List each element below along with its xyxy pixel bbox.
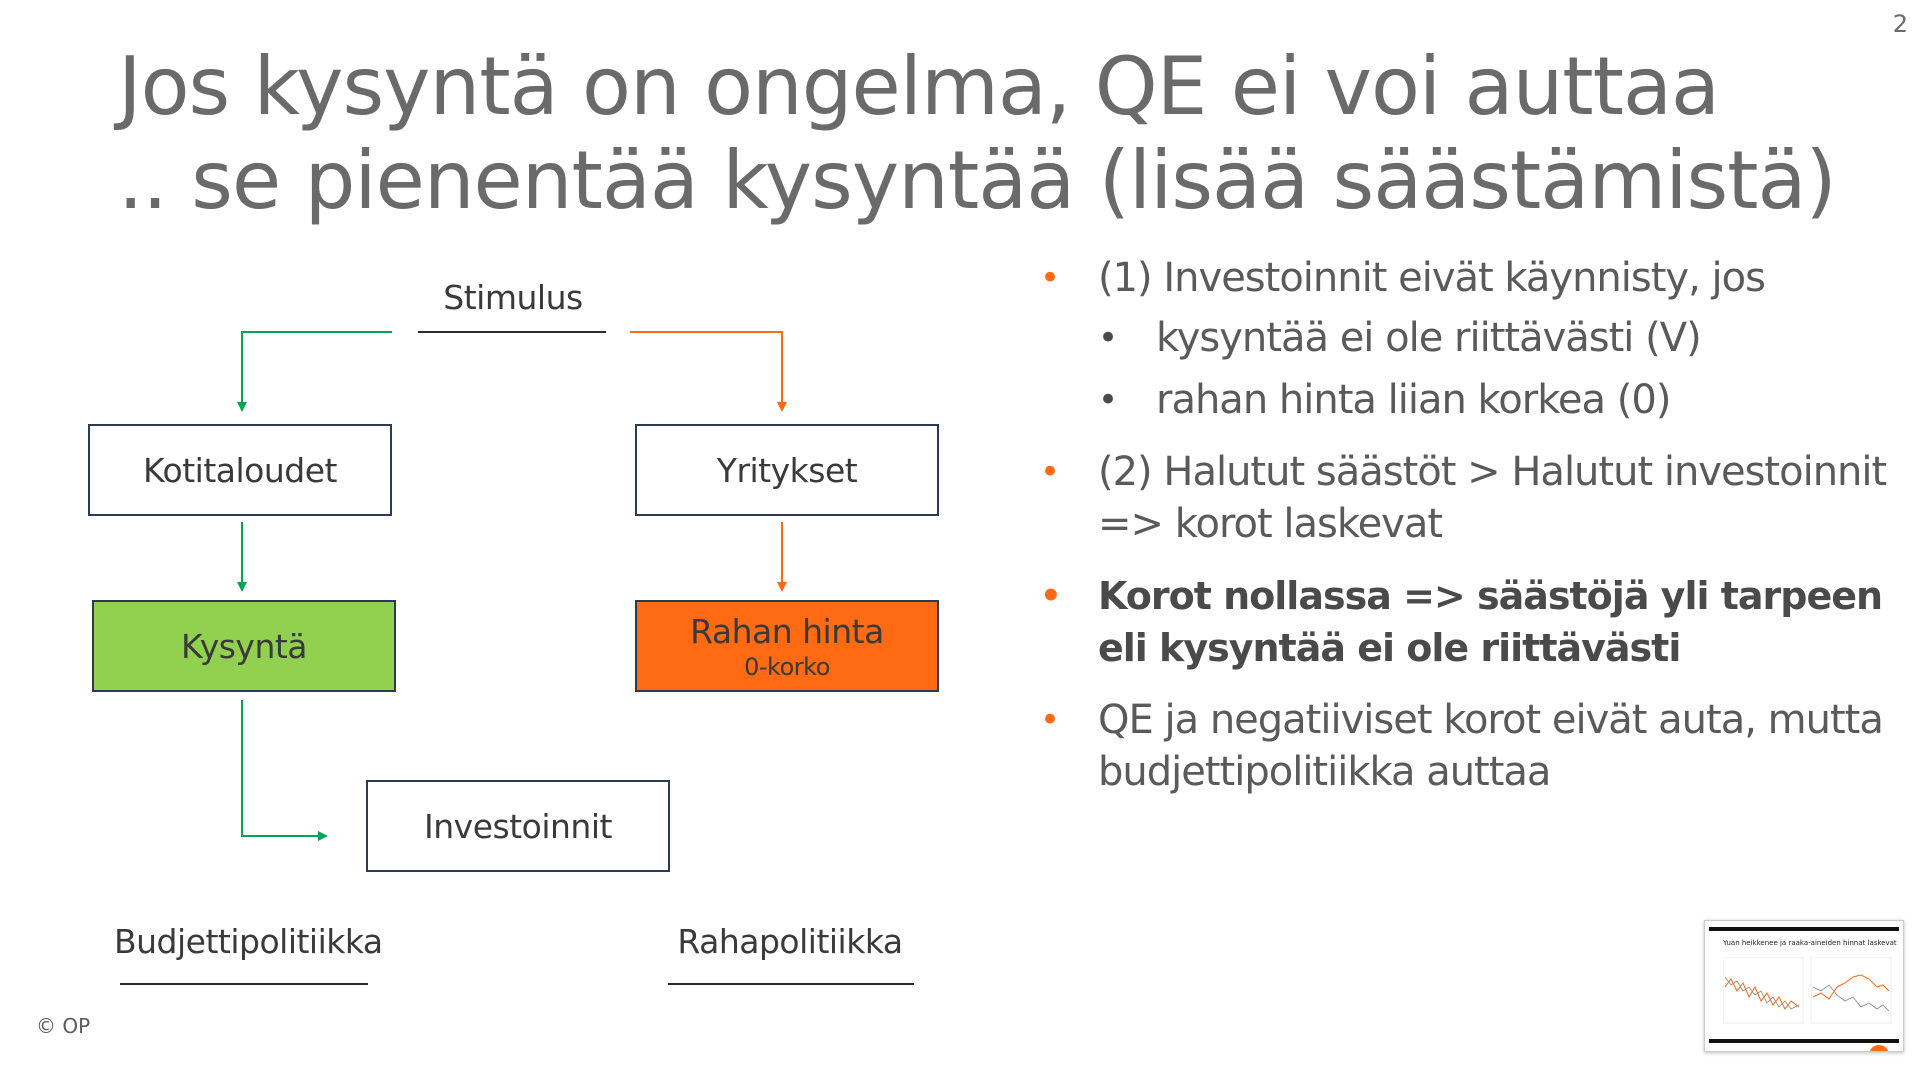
node-kysynta — [92, 600, 396, 692]
bullet-item-3 — [1040, 570, 1900, 674]
node-kysynta-label: Kysyntä — [180, 626, 308, 666]
thumbnail-title: Yuan heikkenee ja raaka-aineiden hinnat laskevat — [1723, 939, 1897, 947]
bullet-text: QE ja negatiiviset korot eivät auta, mutta budjettipolitiikka auttaa — [1098, 697, 1883, 795]
bullet-dot: • — [1040, 258, 1060, 298]
node-investoinnit-label: Investoinnit — [424, 806, 612, 846]
bullet-text: Korot nollassa => säästöjä yli tarpeen eli kysyntää ei ole riittävästi — [1098, 574, 1883, 670]
node-kotitaloudet — [88, 424, 392, 516]
thumbnail-bottom-bar — [1709, 1039, 1899, 1043]
sub-bullet-text: rahan hinta liian korkea (0) — [1156, 377, 1671, 423]
thumbnail-top-bar — [1709, 927, 1899, 931]
slide-title-line-1: Jos kysyntä on ongelma, QE ei voi auttaa — [118, 40, 1720, 133]
arrow-stimulus-to-yritykset — [630, 332, 782, 410]
node-rahan-hinta-sublabel: 0-korko — [744, 652, 830, 681]
bullet-item-1 — [1040, 252, 1900, 426]
rahapolitiikka-label: Rahapolitiikka — [677, 922, 903, 961]
arrow-stimulus-to-kotitaloudet — [242, 332, 392, 410]
node-rahan-hinta — [635, 600, 939, 692]
budjettipolitiikka-label: Budjettipolitiikka — [114, 922, 383, 961]
node-yritykset-label: Yritykset — [716, 450, 858, 490]
page-number: 2 — [1892, 10, 1908, 38]
bullet-item-4 — [1040, 694, 1900, 798]
thumbnail-accent-shape — [1869, 1045, 1889, 1052]
sub-bullet-item-2 — [1098, 374, 1900, 426]
copyright-notice: © OP — [36, 1014, 91, 1038]
node-rahan-hinta-label: Rahan hinta — [690, 611, 884, 651]
bullet-text: (1) Investoinnit eivät käynnisty, jos — [1098, 255, 1765, 301]
sub-bullet-list — [1098, 312, 1900, 426]
node-kotitaloudet-label: Kotitaloudet — [143, 450, 337, 490]
bullet-text: (2) Halutut säästöt > Halutut investoinnit => korot laskevat — [1098, 449, 1887, 547]
bullet-dot: • — [1040, 576, 1061, 616]
bullet-list — [1040, 252, 1900, 818]
slide-title-line-2: .. se pienentää kysyntää (lisää säästämistä) — [118, 134, 1836, 227]
sub-bullet-item-1 — [1098, 312, 1900, 364]
thumbnail-mini-charts-image — [1723, 957, 1893, 1027]
sub-bullet-text: kysyntää ei ole riittävästi (V) — [1156, 315, 1701, 361]
bullet-dot: • — [1040, 452, 1060, 492]
slide-title — [118, 40, 1836, 228]
arrow-kysynta-to-investoinnit — [242, 700, 326, 836]
bullet-dot: • — [1040, 700, 1060, 740]
next-slide-thumbnail[interactable] — [1704, 920, 1904, 1052]
node-yritykset — [635, 424, 939, 516]
bullet-item-2 — [1040, 446, 1900, 550]
stimulus-label: Stimulus — [443, 278, 583, 317]
sub-bullet-dot: • — [1098, 380, 1118, 420]
node-investoinnit — [366, 780, 670, 872]
sub-bullet-dot: • — [1098, 318, 1118, 358]
